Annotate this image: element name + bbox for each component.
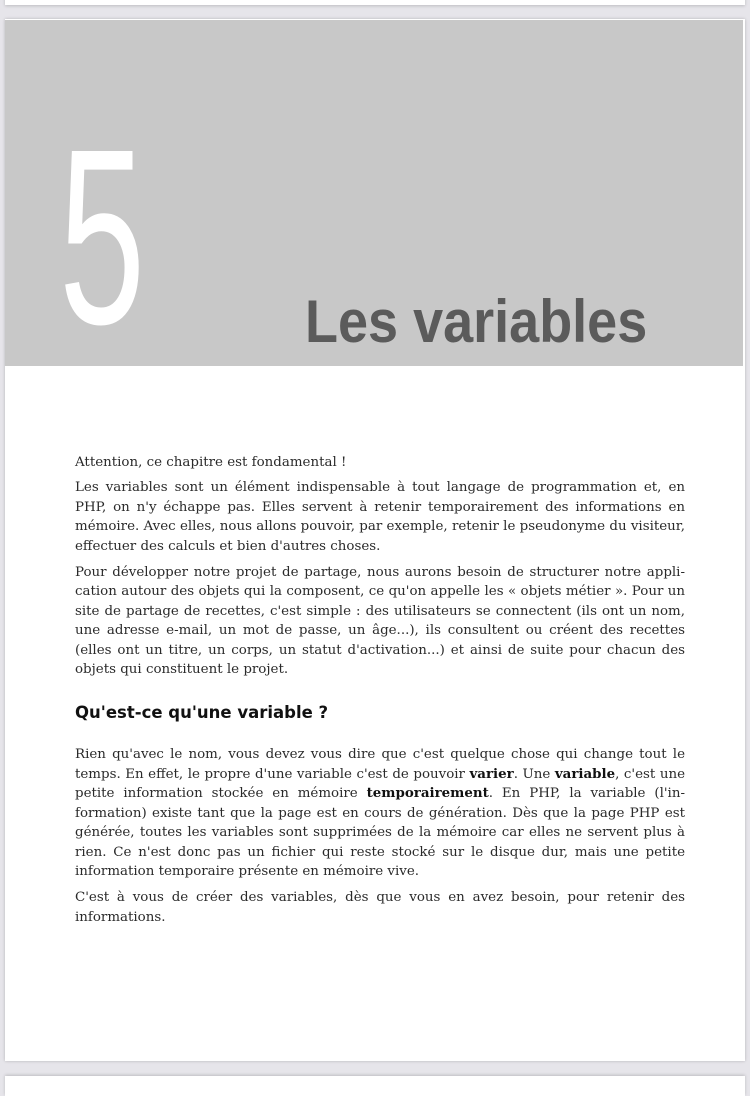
section-paragraph	[75, 745, 685, 881]
intro-paragraph: Les variables sont un élément indispensable à tout langage de programmation et, en PHP, on n'y échappe pas. Elles servent à retenir temporairement des informations en mémoire. Avec elles, nous allons pouvoir, par exemple, retenir le pseudonyme du visiteur, effectuer des calculs et bien d'autres choses.	[75, 480, 685, 554]
chapter-number: 5	[59, 97, 146, 366]
bold-term-varier: varier	[469, 765, 514, 782]
text-run: , c'est une petite information stockée en mémoire	[75, 766, 685, 802]
bold-term-temporairement: temporairement	[366, 785, 489, 802]
section-heading: Qu'est-ce qu'une variable ?	[75, 703, 329, 723]
document-page	[5, 19, 745, 1061]
chapter-title: Les variables	[304, 288, 647, 355]
intro-lead: Attention, ce chapitre est fondamental !	[75, 455, 347, 470]
previous-page-edge	[5, 0, 745, 5]
chapter-header-band	[5, 20, 743, 366]
text-run: Rien qu'avec le nom, vous devez vous dire que c'est quelque chose qui change tout le temps. En effet, le propre d'une variable c'est de pouvoir	[75, 747, 685, 782]
page-content	[75, 453, 685, 934]
text-run: . En PHP, la variable (l'information) existe tant que la page est en cours de génération. Dès que la page PHP est générée, toutes les variables sont supprimées de la mémoire car elles ne servent plus à rien. Ce n'est donc pas un fichier qui reste stocké sur le disque dur, mais une petite information temporaire présente en mémoire vive.	[75, 786, 685, 879]
next-page-edge	[5, 1076, 745, 1096]
text-run: . Une	[513, 766, 555, 782]
bold-term-variable: variable	[554, 765, 616, 782]
section-paragraph: C'est à vous de créer des variables, dès que vous en avez besoin, pour retenir des informations.	[75, 890, 685, 925]
intro-paragraph: Pour développer notre projet de partage, nous aurons besoin de structurer notre application autour des objets qui la composent, ce qu'on appelle les « objets métier ». Pour un site de partage de recettes, c'est simple : des utilisateurs se connectent (ils ont un nom, une adresse e-mail, un mot de passe, un âge...), ils consultent ou créent des recettes (elles ont un titre, un corps, un statut d'activation...) et ainsi de suite pour chacun des objets qui constituent le projet.	[75, 565, 685, 678]
